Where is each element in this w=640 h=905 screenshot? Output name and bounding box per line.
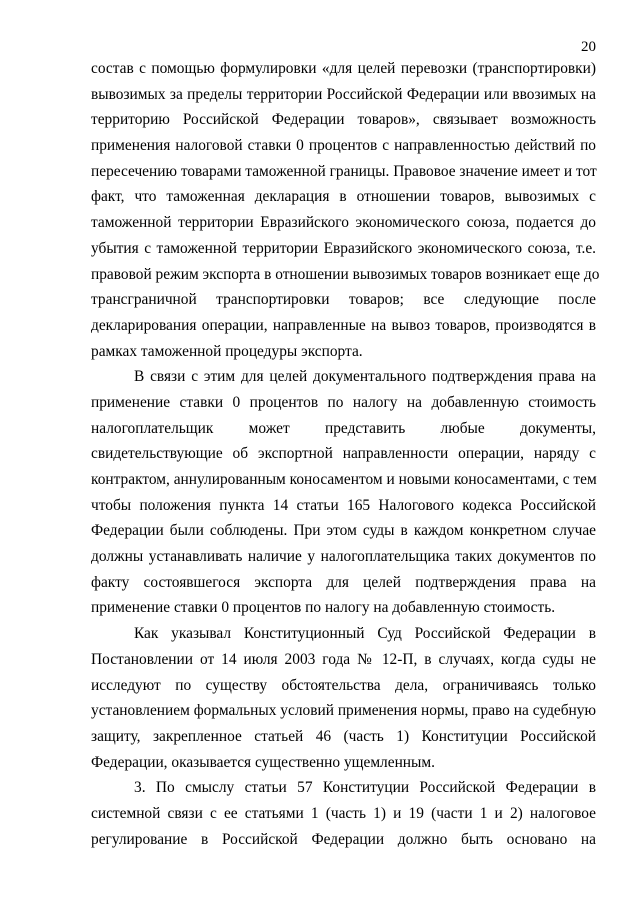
text-line: Как указывал Конституционный Суд Российской Федерации в [134,625,596,643]
text-line: декларирования операции, направленные на вывоз товаров, производятся в [91,316,596,334]
text-line: пересечению товарами таможенной границы. Правовое значение имеет и тот [91,162,597,180]
text-line: факт, что таможенная декларация в отношении товаров, вывозимых с [91,188,596,206]
text-line: территорию Российской Федерации товаров», связывает возможность [91,111,596,129]
text-line: вывозимых за пределы территории Российской Федерации или ввозимых на [91,85,596,103]
text-line: применение ставки 0 процентов по налогу на добавленную стоимость. [91,599,556,617]
text-line: контрактом, аннулированным коносаментом и новыми коносаментами, с тем [91,471,597,488]
document-body [91,56,600,852]
text-line: 3. По смыслу статьи 57 Конституции Российской Федерации в [134,779,596,797]
text-line: таможенной территории Евразийского экономического союза, подается до [91,214,596,232]
text-line: состав с помощью формулировки «для целей перевозки (транспортировки) [91,60,596,77]
text-line: трансграничной транспортировки товаров; все следующие после [91,291,596,309]
text-line: В связи с этим для целей документального подтверждения права на [134,368,596,386]
text-line: системной связи с ее статьями 1 (часть 1) и 19 (части 1 и 2) налоговое [91,804,596,822]
page-number: 20 [581,39,596,55]
text-line: Федерации, оказывается существенно ущемленным. [91,753,435,771]
text-line: чтобы положения пункта 14 статьи 165 Налогового кодекса Российской [91,496,596,514]
text-line: регулирование в Российской Федерации должно быть основано на [91,830,596,848]
text-line: налогоплательщик может представить любые документы, [91,419,596,437]
text-line: должны устанавливать наличие у налогоплательщика таких документов по [91,548,596,566]
text-line: убытия с таможенной территории Евразийского экономического союза, т.е. [91,239,596,257]
text-line: установлением формальных условий применения нормы, право на судебную [91,702,596,720]
text-line: применения налоговой ставки 0 процентов с направленностью действий по [91,137,596,155]
text-line: исследуют по существу обстоятельства дела, ограничиваясь только [91,676,596,694]
text-line: защиту, закрепленное статьей 46 (часть 1) Конституции Российской [91,727,596,745]
text-line: рамках таможенной процедуры экспорта. [91,342,363,360]
text-line: Постановлении от 14 июля 2003 года № 12-П, в случаях, когда суды не [91,650,596,668]
text-line: правовой режим экспорта в отношении вывозимых товаров возникает еще до [91,265,600,283]
text-line: факту состоявшегося экспорта для целей подтверждения права на [91,573,596,591]
text-line: применение ставки 0 процентов по налогу на добавленную стоимость [91,393,596,411]
text-line: свидетельствующие об экспортной направленности операции, наряду с [91,445,596,463]
text-line: Федерации были соблюдены. При этом суды в каждом конкретном случае [91,522,596,540]
